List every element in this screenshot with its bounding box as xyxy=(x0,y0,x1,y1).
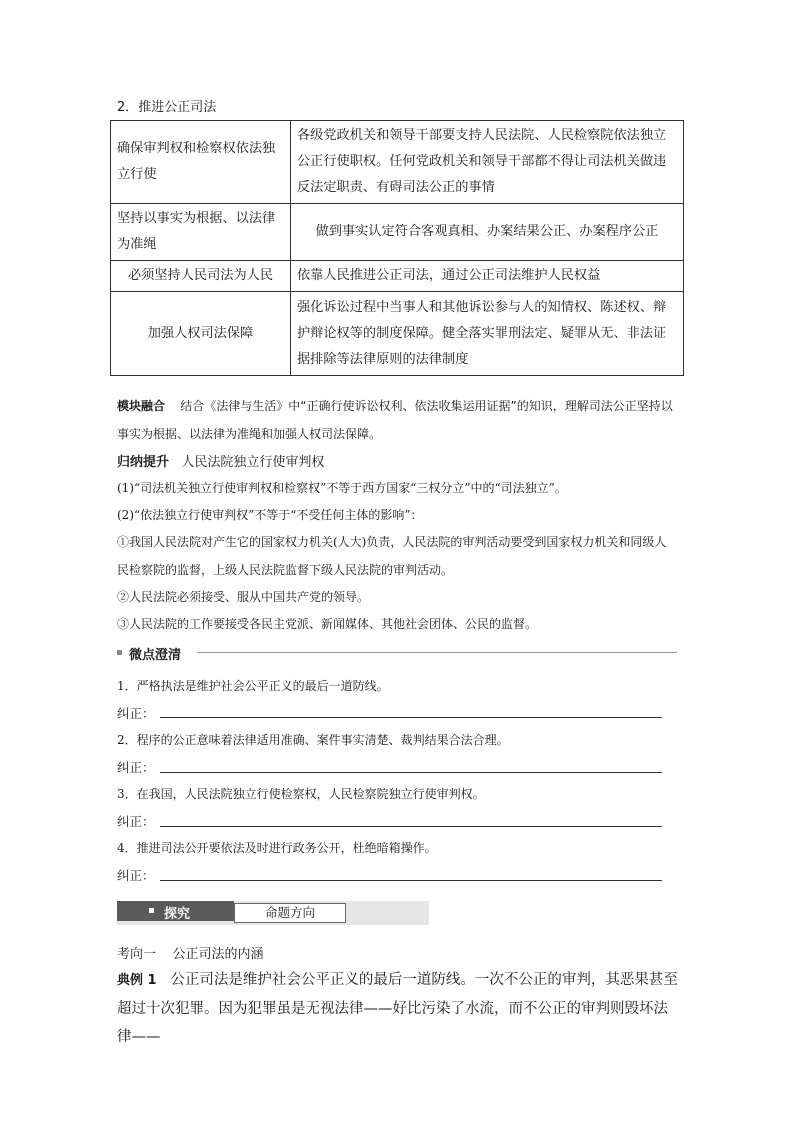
integration-tag: 模块融合 xyxy=(117,399,166,413)
clarify-question: 4．推进司法公开要依法及时进行政务公开，杜绝暗箱操作。 xyxy=(117,841,437,855)
clarify-question: 1．严格执法是维护社会公平正义的最后一道防线。 xyxy=(117,679,389,693)
explore-tab-label: 探究 xyxy=(164,907,191,922)
clarify-header xyxy=(117,646,677,663)
table-cell-left: 加强人权司法保障 xyxy=(111,292,291,376)
table-cell-left: 确保审判权和检察权依法独立行使 xyxy=(111,121,291,204)
explore-banner xyxy=(117,901,429,925)
correction-answer-line[interactable] xyxy=(160,880,662,881)
summary-item: ①我国人民法院对产生它的国家权力机关(人大)负责，人民法院的审判活动要受到国家权力机关和同级人民检察院的监督，上级人民法院监督下级人民法院的审判活动。 xyxy=(117,535,667,577)
table-row xyxy=(111,261,684,292)
summary-item: (1)“司法机关独立行使审判权和检察权”不等于西方国家“三权分立”中的“司法独立”。 xyxy=(117,481,567,495)
example-label: 典例 1 xyxy=(117,973,157,988)
correction-label: 纠正： xyxy=(117,760,155,775)
direction-label: 考向一 xyxy=(117,947,157,962)
integration-paragraph xyxy=(117,392,677,448)
section-heading: 2．推进公正司法 xyxy=(117,100,217,115)
clarify-question: 3．在我国，人民法院独立行使检察权，人民检察院独立行使审判权。 xyxy=(117,787,485,801)
summary-tag: 归纳提升 xyxy=(117,455,170,470)
correction-label: 纠正： xyxy=(117,706,155,721)
square-bullet-icon xyxy=(117,650,122,655)
divider xyxy=(197,652,677,653)
square-bullet-icon xyxy=(149,908,154,913)
clarify-question: 2．程序的公正意味着法律适用准确、案件事实清楚、裁判结果合法合理。 xyxy=(117,733,509,747)
table-row xyxy=(111,292,684,376)
table-cell-right: 各级党政机关和领导干部要支持人民法院、人民检察院依法独立公正行使职权。任何党政机关和领导干部都不得让司法机关做违反法定职责、有碍司法公正的事情 xyxy=(291,121,684,204)
clarify-label: 微点澄清 xyxy=(129,648,182,663)
summary-item: (2)“依法独立行使审判权”不等于“不受任何主体的影响”： xyxy=(117,508,423,522)
judicial-table xyxy=(110,120,684,376)
direction-heading xyxy=(117,943,264,962)
table-cell-right: 做到事实认定符合客观真相、办案结果公正、办案程序公正 xyxy=(291,204,684,261)
correction-label: 纠正： xyxy=(117,868,155,883)
table-cell-left: 坚持以事实为根据、以法律为准绳 xyxy=(111,204,291,261)
table-cell-left: 必须坚持人民司法为人民 xyxy=(111,261,291,292)
table-cell-right: 依靠人民推进公正司法，通过公正司法维护人民权益 xyxy=(291,261,684,292)
summary-item: ③人民法院的工作要接受各民主党派、新闻媒体、其他社会团体、公民的监督。 xyxy=(117,617,538,631)
summary-item: ②人民法院必须接受、服从中国共产党的领导。 xyxy=(117,590,370,604)
summary-heading xyxy=(117,449,677,477)
table-row xyxy=(111,204,684,261)
table-cell-right: 强化诉讼过程中当事人和其他诉讼参与人的知情权、陈述权、辩护辩论权等的制度保障。健全落实罪刑法定、疑罪从无、非法证据排除等法律原则的法律制度 xyxy=(291,292,684,376)
explore-subtitle: 命题方向 xyxy=(234,903,346,923)
correction-label: 纠正： xyxy=(117,814,155,829)
correction-answer-line[interactable] xyxy=(160,772,662,773)
correction-answer-line[interactable] xyxy=(160,717,662,718)
integration-text: 结合《法律与生活》中“正确行使诉讼权利、依法收集运用证据”的知识，理解司法公正坚持以事实为根据、以法律为准绳和加强人权司法保障。 xyxy=(117,399,673,441)
example-text: 公正司法是维护社会公平正义的最后一道防线。一次不公正的审判，其恶果甚至超过十次犯罪。因为犯罪虽是无视法律——好比污染了水流，而不公正的审判则毁坏法律—— xyxy=(117,972,678,1045)
direction-title: 公正司法的内涵 xyxy=(172,947,264,962)
summary-title: 人民法院独立行使审判权 xyxy=(181,455,325,470)
example-paragraph xyxy=(117,966,682,1051)
correction-answer-line[interactable] xyxy=(160,826,662,827)
table-row xyxy=(111,121,684,204)
explore-tab xyxy=(117,901,234,921)
